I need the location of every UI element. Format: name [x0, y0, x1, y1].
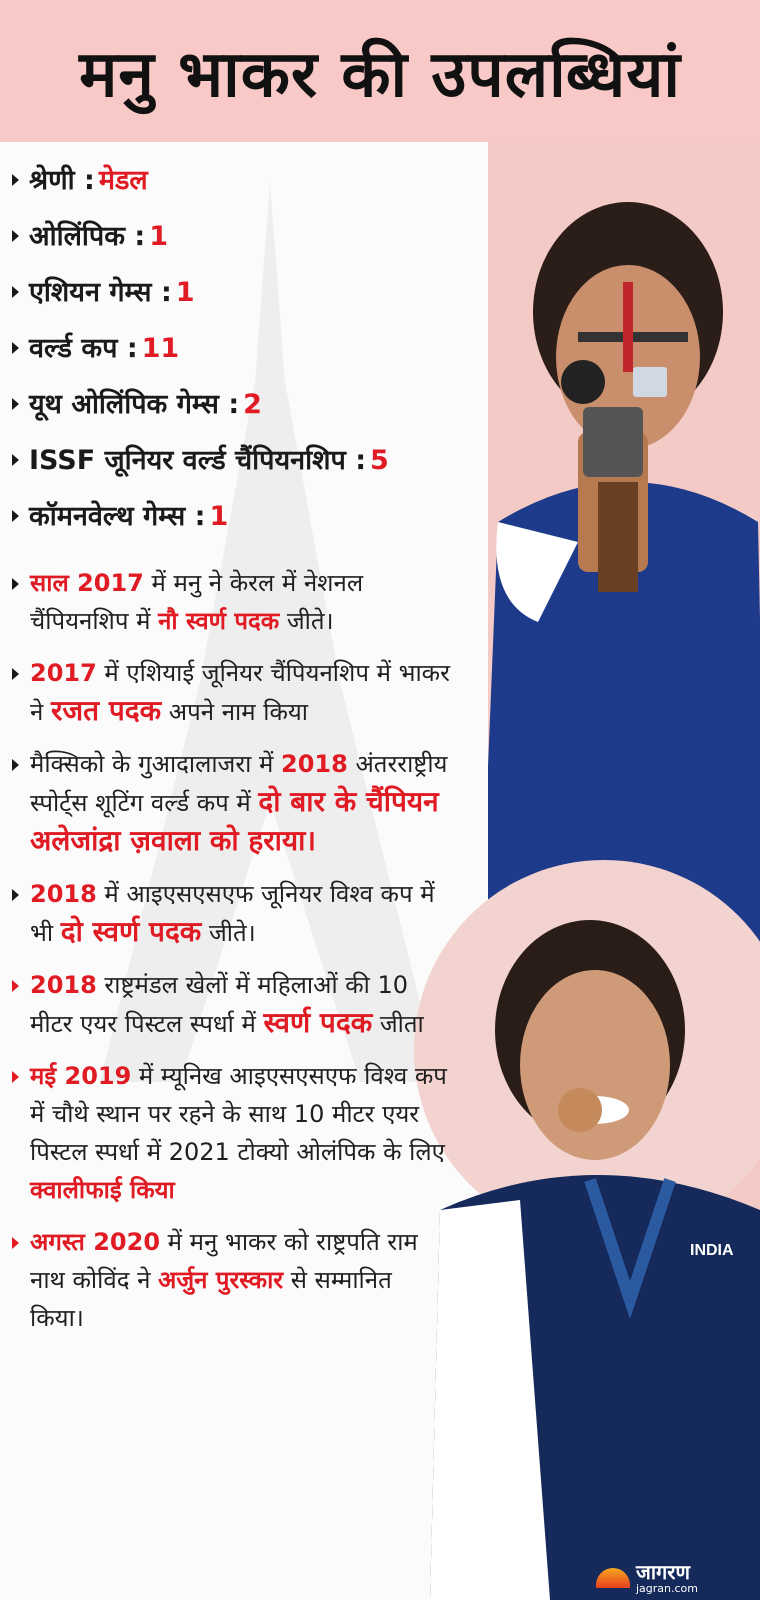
- stat-row: [12, 384, 452, 440]
- achievement-highlight: दो स्वर्ण पदक: [60, 915, 202, 948]
- stat-value: मेडल: [98, 165, 148, 196]
- achievements-content: [12, 160, 452, 1351]
- achievement-text: अपने नाम किया: [161, 698, 309, 726]
- achievement-item: [12, 564, 452, 640]
- achievement-highlight: स्वर्ण पदक: [263, 1006, 373, 1039]
- achievement-text: में आइएसएसएफ जूनियर विश्व कप में भी: [30, 880, 435, 947]
- stat-row: [12, 328, 452, 384]
- achievement-text: जीते।: [279, 607, 334, 635]
- stat-row: [12, 160, 452, 216]
- stat-value: 1: [209, 501, 229, 532]
- achievement-highlight: 2017: [30, 659, 97, 687]
- stat-row: [12, 272, 452, 328]
- stat-label: श्रेणी :: [29, 165, 95, 196]
- stat-value: 1: [175, 277, 195, 308]
- achievement-text: में एशियाई जूनियर चैंपियनशिप में भाकर ने: [30, 659, 450, 726]
- stat-label: वर्ल्ड कप :: [29, 333, 138, 364]
- stat-row: [12, 216, 452, 272]
- achievement-item: [12, 745, 452, 861]
- achievement-highlight: क्वालीफाई किया: [30, 1176, 175, 1204]
- logo-brand: जागरण: [636, 1559, 690, 1584]
- achievement-item: [12, 654, 452, 731]
- achievement-highlight: 2018: [30, 880, 97, 908]
- achievement-highlight: अर्जुन पुरस्कार: [158, 1266, 284, 1294]
- achievement-text: में मनु भाकर को राष्ट्रपति राम नाथ कोविंद ने: [30, 1228, 418, 1294]
- achievement-item: [12, 1223, 452, 1337]
- achievement-highlight: 2018: [281, 750, 348, 778]
- achievement-text: मैक्सिको के गुआदालाजरा में: [30, 750, 282, 778]
- achievement-text: जीते।: [201, 919, 256, 947]
- stat-label: एशियन गेम्स :: [29, 277, 172, 308]
- achievement-item: [12, 1057, 452, 1209]
- stat-value: 11: [141, 333, 180, 364]
- achievement-item: [12, 875, 452, 952]
- achievement-text: से सम्मानित किया।: [30, 1266, 392, 1332]
- stat-label: यूथ ओलिंपिक गेम्स :: [29, 389, 240, 420]
- achievement-text: में म्यूनिख आइएसएसएफ विश्व कप में चौथे स्थान पर रहने के साथ 10 मीटर एयर पिस्टल स्पर्धा में 2021 टोक्यो ओलंपिक के लिए: [30, 1062, 447, 1166]
- achievement-highlight: अगस्त 2020: [30, 1228, 161, 1256]
- jagran-logo: [596, 1558, 746, 1598]
- stat-row: [12, 440, 452, 496]
- stat-label: ISSF जूनियर वर्ल्ड चैंपियनशिप :: [29, 445, 367, 476]
- achievement-highlight: रजत पदक: [50, 694, 162, 727]
- achievement-highlight: मई 2019: [30, 1062, 132, 1090]
- stat-row: [12, 496, 452, 552]
- achievement-text: में मनु ने केरल में नेशनल चैंपियनशिप में: [30, 569, 364, 635]
- achievement-text: राष्ट्रमंडल खेलों में महिलाओं की 10 मीटर एयर पिस्टल स्पर्धा में: [30, 971, 409, 1038]
- achievement-highlight: नौ स्वर्ण पदक: [158, 607, 280, 635]
- achievement-item: [12, 966, 452, 1043]
- achievement-highlight: साल 2017: [30, 569, 144, 597]
- achievement-highlight: दो बार के चैंपियन अलेजांद्रा ज़वाला को हराया।: [30, 785, 439, 857]
- stats-list: [12, 160, 452, 552]
- logo-site: jagran.com: [636, 1581, 699, 1595]
- page-title: मनु भाकर की उपलब्धियां: [79, 37, 681, 112]
- sun-icon: [596, 1568, 630, 1588]
- stat-value: 5: [370, 445, 389, 476]
- stat-value: 2: [243, 389, 262, 420]
- achievement-text: अंतरराष्ट्रीय स्पोर्ट्स शूटिंग वर्ल्ड कप में: [30, 750, 448, 817]
- medalist-image: [430, 880, 760, 1600]
- achievement-highlight: 2018: [30, 971, 97, 999]
- title-band: [0, 0, 760, 142]
- svg-text:INDIA: INDIA: [690, 1242, 734, 1259]
- stat-label: कॉमनवेल्थ गेम्स :: [29, 501, 206, 532]
- achievement-text: जीता: [372, 1010, 424, 1038]
- stat-value: 1: [149, 221, 168, 252]
- stat-label: ओलिंपिक :: [29, 221, 146, 252]
